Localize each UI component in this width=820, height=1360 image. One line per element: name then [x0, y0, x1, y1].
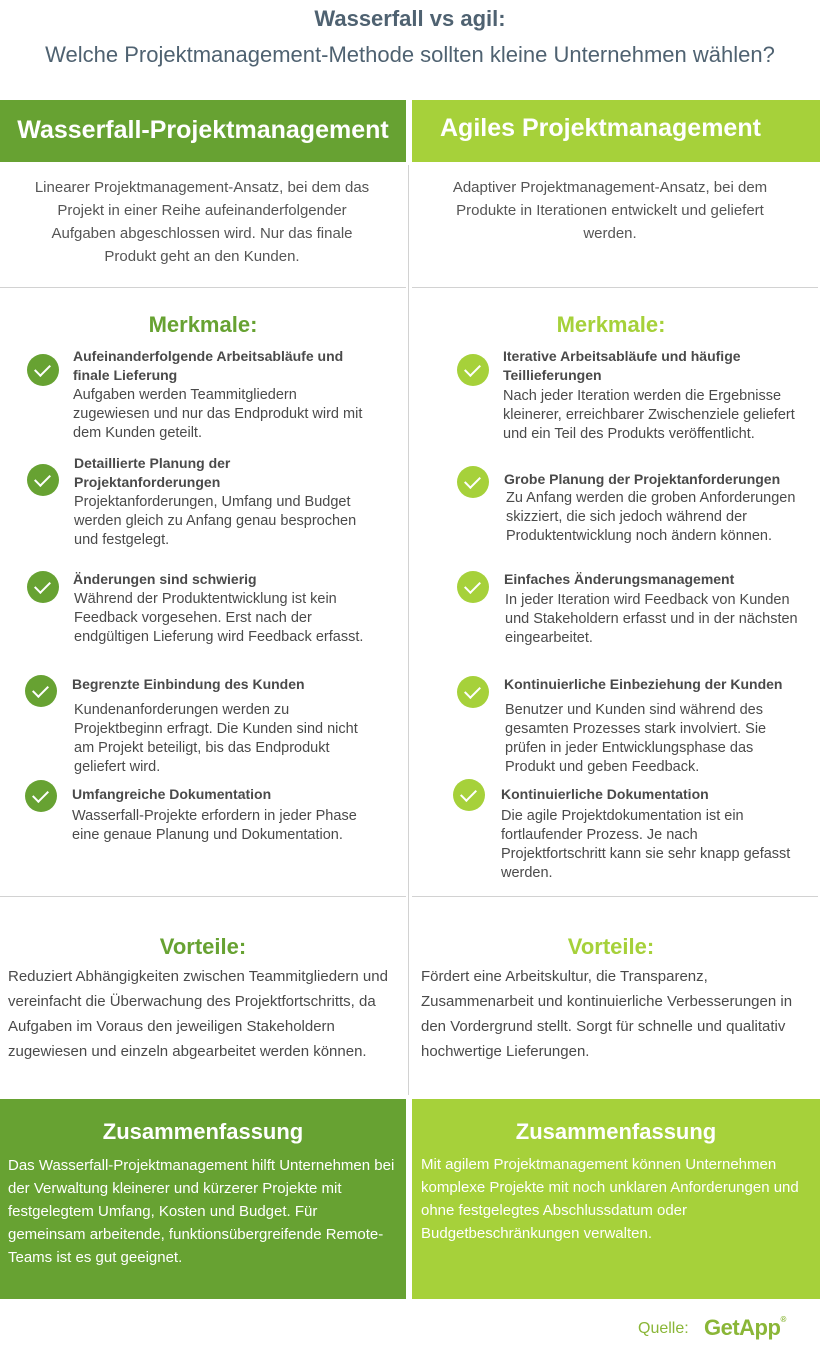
check-icon: [27, 354, 59, 386]
feature-body: Während der Produktentwicklung ist kein Feedback vorgesehen. Erst nach der endgültigen Lieferung wird Feedback erfasst.: [74, 591, 364, 645]
feature-title: Iterative Arbeitsabläufe und häufige Teillieferungen: [503, 348, 741, 383]
feature-title: Umfangreiche Dokumentation: [72, 786, 272, 802]
agile-summary: [412, 1099, 820, 1299]
waterfall-description: Linearer Projektmanagement-Ansatz, bei dem das Projekt in einer Reihe aufeinanderfolgender Aufgaben abgeschlossen wird. Nur das finale Produkt geht an den Kunden.: [34, 179, 370, 265]
feature-body: Nach jeder Iteration werden die Ergebnisse kleinerer, erreichbarer Zwischenziele geliefert und ein Teil des Produkts veröffentlicht.: [503, 388, 795, 442]
registered-mark: ®: [780, 1315, 786, 1324]
check-icon: [27, 464, 59, 496]
check-icon: [457, 354, 489, 386]
divider-top-left: [0, 287, 406, 288]
agile-advantages-title: Vorteile:: [567, 934, 655, 959]
divider-top-right: [412, 287, 818, 288]
agile-description: Adaptiver Projektmanagement-Ansatz, bei dem Produkte in Iterationen entwickelt und geliefert werden.: [452, 179, 768, 242]
feature-body: Wasserfall-Projekte erfordern in jeder Phase eine genaue Planung und Dokumentation.: [72, 808, 357, 843]
feature-body: Benutzer und Kunden sind während des gesamten Prozesses stark involviert. Sie prüfen in jeder Entwicklungsphase das Produkt und geben Feedback.: [505, 702, 767, 775]
summary-title: Zusammenfassung: [515, 1119, 717, 1144]
check-icon: [457, 571, 489, 603]
source-label: Quelle:: [638, 1320, 689, 1337]
feature-body: Die agile Projektdokumentation ist ein fortlaufender Prozess. Je nach Projektfortschritt kann sie sehr knapp gefasst werden.: [501, 808, 791, 881]
summary-body: Das Wasserfall-Projektmanagement hilft Unternehmen bei der Verwaltung kleinerer und kürzerer Projekte mit festgelegtem Umfang, Kosten und Budget. Für gemeinsam arbeitende, funktionsübergreifende Remote-Teams ist es gut geeignet.: [8, 1157, 395, 1266]
feature-title: Aufeinanderfolgende Arbeitsabläufe und finale Lieferung: [73, 348, 344, 383]
feature-body: Kundenanforderungen werden zu Projektbeginn erfragt. Die Kunden sind nicht am Projekt beteiligt, bis das Endprodukt geliefert wird.: [74, 702, 358, 775]
feature-body: Projektanforderungen, Umfang und Budget werden gleich zu Anfang genau besprochen und festgelegt.: [74, 494, 357, 548]
feature-title: Kontinuierliche Einbeziehung der Kunden: [504, 676, 783, 692]
summary-body: Mit agilem Projektmanagement können Unternehmen komplexe Projekte mit noch unklaren Anforderungen und ohne festgelegtes Abschlussdatum oder Budgetbeschränkungen verwalten.: [421, 1156, 799, 1242]
feature-body: Zu Anfang werden die groben Anforderungen skizziert, die sich jedoch während der Produktentwicklung noch ändern können.: [506, 490, 796, 544]
agile-heading: Agiles Projektmanagement: [412, 100, 820, 162]
feature-title: Grobe Planung der Projektanforderungen: [504, 471, 781, 487]
feature-title: Einfaches Änderungsmanagement: [504, 571, 735, 587]
check-icon: [457, 466, 489, 498]
divider-mid-right: [412, 896, 818, 897]
waterfall-advantages: Reduziert Abhängigkeiten zwischen Teammitgliedern und vereinfacht die Überwachung des Projektfortschritts, da Aufgaben im Voraus den jeweiligen Stakeholdern zugewiesen und einzeln abgearbeitet werden können.: [8, 968, 388, 1060]
feature-title: Detaillierte Planung der Projektanforderungen: [74, 455, 231, 490]
waterfall-advantages-title: Vorteile:: [159, 934, 247, 959]
check-icon: [25, 675, 57, 707]
check-icon: [453, 779, 485, 811]
logo-text: GetApp: [704, 1315, 781, 1340]
feature-title: Kontinuierliche Dokumentation: [501, 786, 709, 802]
agile-features-title: Merkmale:: [556, 312, 666, 337]
check-icon: [27, 571, 59, 603]
waterfall-heading: Wasserfall-Projektmanagement: [0, 100, 406, 162]
summary-title: Zusammenfassung: [102, 1119, 304, 1144]
waterfall-features-title: Merkmale:: [148, 312, 258, 337]
page-title: Wasserfall vs agil:: [314, 6, 506, 31]
agile-advantages: Fördert eine Arbeitskultur, die Transparenz, Zusammenarbeit und kontinuierliche Verbesserungen in den Vordergrund stellt. Sorgt für schnelle und qualitativ hochwertige Lieferungen.: [421, 968, 793, 1060]
page-subtitle: Welche Projektmanagement-Methode sollten kleine Unternehmen wählen?: [45, 42, 775, 67]
check-icon: [457, 676, 489, 708]
waterfall-summary: [0, 1099, 406, 1299]
divider-mid-left: [0, 896, 406, 897]
check-icon: [25, 780, 57, 812]
feature-body: In jeder Iteration wird Feedback von Kunden und Stakeholdern erfasst und in der nächsten eingearbeitet.: [505, 592, 798, 646]
getapp-logo: [704, 1315, 786, 1341]
feature-body: Aufgaben werden Teammitgliedern zugewiesen und nur das Endprodukt wird mit dem Kunden geteilt.: [73, 387, 363, 441]
feature-title: Änderungen sind schwierig: [73, 571, 257, 587]
feature-title: Begrenzte Einbindung des Kunden: [72, 676, 305, 692]
